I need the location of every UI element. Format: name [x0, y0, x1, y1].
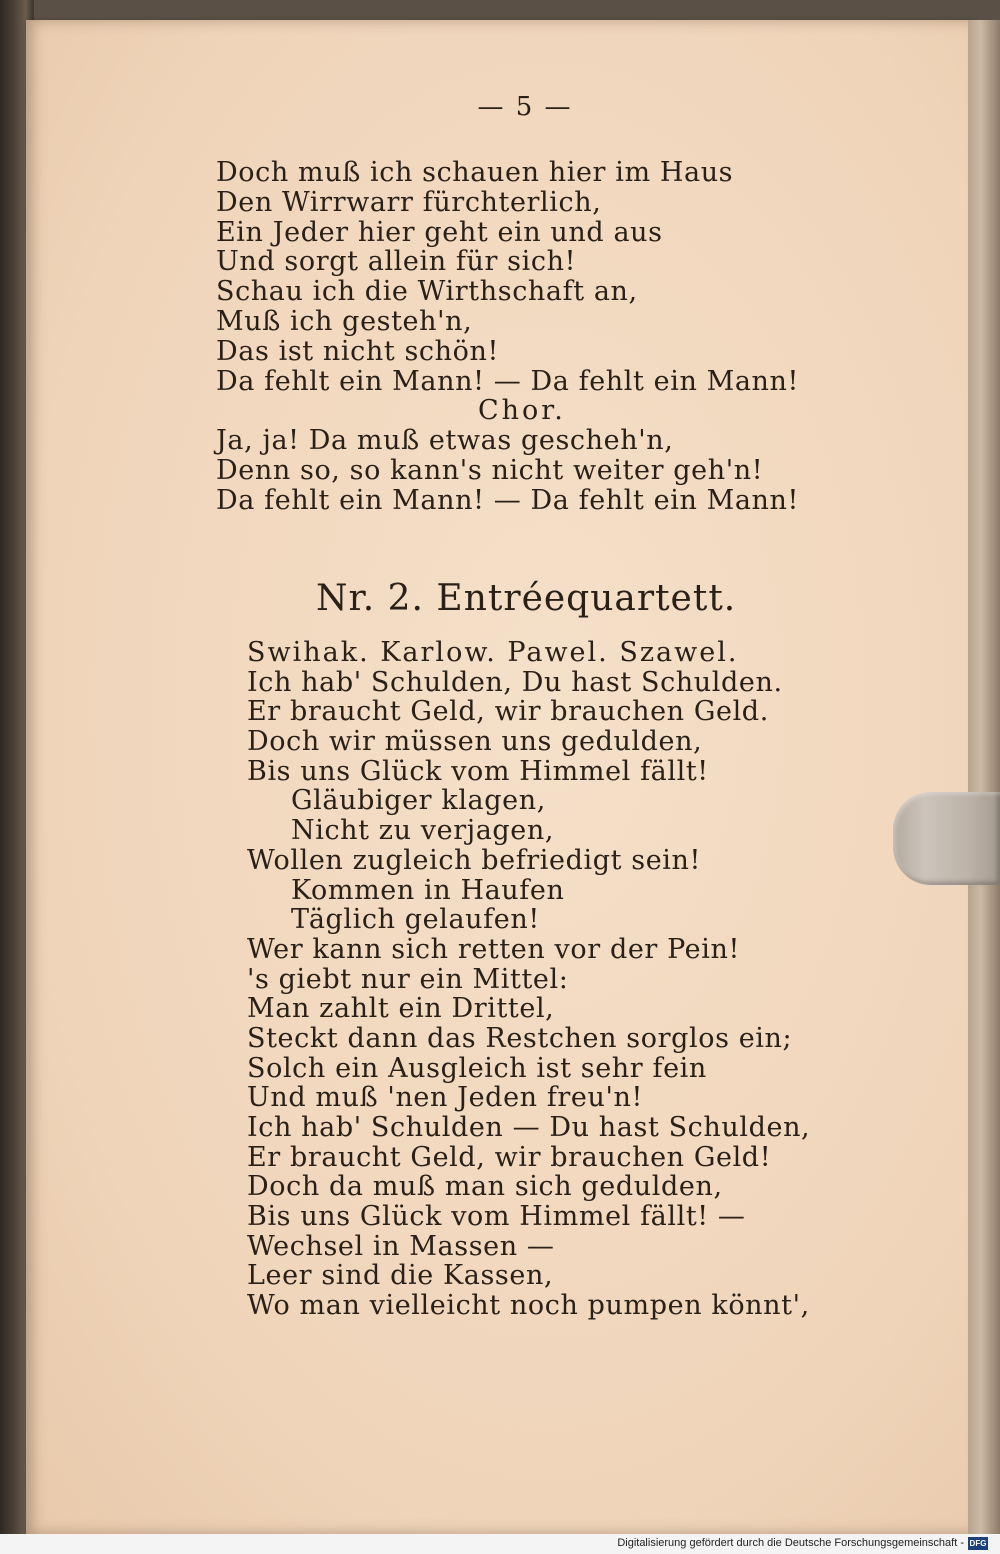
verse-line: Ein Jeder hier geht ein und aus: [216, 216, 663, 248]
verse-line: Da fehlt ein Mann! — Da fehlt ein Mann!: [216, 365, 799, 397]
verse-line: Da fehlt ein Mann! — Da fehlt ein Mann!: [216, 484, 799, 516]
verse-line: Nicht zu verjagen,: [291, 815, 555, 847]
verse-line: Ich hab' Schulden, Du hast Schulden.: [247, 666, 783, 698]
verse-line: Man zahlt ein Drittel,: [247, 993, 555, 1025]
verse-line: Kommen in Haufen: [291, 874, 565, 906]
verse-line: 's giebt nur ein Mittel:: [247, 963, 569, 995]
stanza: [216, 158, 799, 516]
character-names: Swihak. Karlow. Pawel. Szawel.: [247, 637, 739, 668]
dfg-logo: DFG: [969, 1539, 987, 1548]
page-edge: [968, 20, 1000, 1534]
verse-line: Wo man vielleicht noch pumpen könnt',: [247, 1290, 810, 1322]
verse-line: Wechsel in Massen —: [247, 1230, 555, 1262]
page-number: — 5 —: [477, 92, 573, 122]
verse-line: Ich hab' Schulden — Du hast Schulden,: [247, 1112, 811, 1143]
verse-line: Steckt dann das Restchen sorglos ein;: [247, 1022, 793, 1054]
verse-line: Er braucht Geld, wir brauchen Geld.: [247, 696, 769, 728]
page-marker-tab: [893, 792, 1000, 885]
verse-line: Er braucht Geld, wir brauchen Geld!: [247, 1141, 772, 1173]
verse-line: Den Wirrwarr fürchterlich,: [216, 186, 602, 218]
chorus-label: Chor.: [478, 395, 566, 427]
verse-line: Und muß 'nen Jeden freu'n!: [247, 1082, 643, 1114]
verse-line: Doch muß ich schauen hier im Haus: [216, 157, 734, 188]
verse-line: Leer sind die Kassen,: [247, 1260, 554, 1292]
verse-line: Doch da muß man sich gedulden,: [247, 1171, 723, 1203]
verse-line: Denn so, so kann's nicht weiter geh'n!: [216, 454, 764, 486]
verse-line: Ja, ja! Da muß etwas gescheh'n,: [216, 425, 674, 457]
verse-line: Bis uns Glück vom Himmel fällt!: [247, 755, 709, 787]
verse-line: Gläubiger klagen,: [291, 785, 546, 817]
verse-line: Das ist nicht schön!: [216, 335, 499, 367]
verse-line: Bis uns Glück vom Himmel fällt! —: [247, 1201, 746, 1233]
song-text: [247, 638, 810, 1321]
verse-line: Doch wir müssen uns gedulden,: [247, 726, 703, 758]
verse-line: Wer kann sich retten vor der Pein!: [247, 933, 740, 965]
verse-line: Schau ich die Wirthschaft an,: [216, 276, 638, 308]
verse-line: Solch ein Ausgleich ist sehr fein: [247, 1052, 707, 1084]
verse-line: Und sorgt allein für sich!: [216, 246, 577, 278]
verse-line: Wollen zugleich befriedigt sein!: [247, 844, 701, 876]
verse-line: Muß ich gesteh'n,: [216, 305, 473, 337]
verse-line: Täglich gelaufen!: [291, 904, 540, 936]
section-heading: Nr. 2. Entréequartett.: [316, 578, 737, 619]
funding-credit: Digitalisierung gefördert durch die Deutsche Forschungsgemeinschaft -: [617, 1537, 964, 1549]
